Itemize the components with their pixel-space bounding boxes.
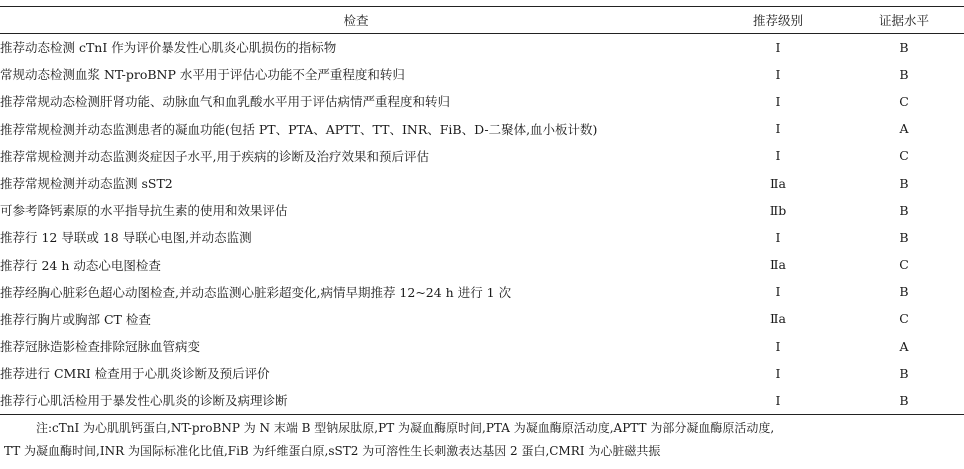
evidence-level-cell: B: [899, 66, 909, 82]
header-recommendation-level: 推荐级别: [712, 7, 844, 34]
table-row: [0, 333, 964, 360]
evidence-level-cell: B: [899, 175, 909, 191]
evidence-level-cell: B: [844, 387, 964, 414]
evidence-level-cell: C: [899, 311, 909, 327]
recommendation-level-cell: Ⅱa: [770, 311, 786, 327]
table-row: [0, 251, 964, 278]
recommendation-level-cell: Ⅰ: [775, 338, 781, 354]
evidence-level-cell: A: [899, 338, 909, 354]
evidence-level-cell: B: [899, 229, 909, 245]
evidence-level-cell: B: [899, 202, 909, 218]
recommendation-level-cell: Ⅰ: [775, 66, 781, 82]
recommendation-level-cell: Ⅰ: [775, 39, 781, 55]
examination-cell: 推荐常规动态检测肝肾功能、动脉血气和血乳酸水平用于评估病情严重程度和转归: [0, 94, 451, 110]
footnote-line-2: TT 为凝血酶时间,INR 为国际标准化比值,FiB 为纤维蛋白原,sST2 为可溶性生长刺激表达基因 2 蛋白,CMRI 为心脏磁共振: [4, 444, 661, 458]
examination-cell: 推荐常规检测并动态监测炎症因子水平,用于疾病的诊断及治疗效果和预后评估: [0, 148, 429, 164]
recommendation-level-cell: Ⅰ: [712, 387, 844, 414]
recommendation-level-cell: Ⅰ: [775, 93, 781, 109]
examination-cell: 可参考降钙素原的水平指导抗生素的使用和效果评估: [0, 203, 288, 219]
table-row: [0, 360, 964, 387]
header-evidence-level: 证据水平: [844, 7, 964, 34]
recommendation-level-cell: Ⅰ: [775, 284, 781, 300]
recommendation-level-cell: Ⅰ: [775, 148, 781, 164]
evidence-level-cell: A: [899, 121, 909, 137]
table-row: [0, 142, 964, 169]
evidence-level-cell: C: [899, 148, 909, 164]
table-row: [0, 278, 964, 305]
evidence-level-cell: B: [899, 39, 909, 55]
table-header: [0, 7, 964, 34]
table-row: [0, 197, 964, 224]
recommendation-level-cell: Ⅰ: [775, 229, 781, 245]
recommendation-level-cell: Ⅰ: [775, 121, 781, 137]
examination-cell: 推荐进行 CMRI 检查用于心肌炎诊断及预后评价: [0, 366, 270, 382]
header-row: [0, 7, 964, 34]
table-row: [0, 34, 964, 61]
examination-cell: 推荐行胸片或胸部 CT 检查: [0, 311, 151, 327]
recommendation-level-cell: Ⅰ: [775, 365, 781, 381]
table-row: [0, 387, 964, 414]
table-body: [0, 34, 964, 415]
recommendation-level-cell: Ⅱa: [770, 175, 786, 191]
table-row: [0, 115, 964, 142]
table-row: [0, 88, 964, 115]
footnote-line-1: 注:cTnI 为心肌肌钙蛋白,NT-proBNP 为 N 末端 B 型钠尿肽原,PT 为凝血酶原时间,PTA 为凝血酶原活动度,APTT 为部分凝血酶原活动度,: [36, 421, 775, 435]
recommendation-level-cell: Ⅱb: [769, 202, 787, 218]
recommendation-table: [0, 6, 964, 415]
evidence-level-cell: C: [899, 257, 909, 273]
header-examination: 检查: [0, 7, 712, 34]
evidence-level-cell: B: [899, 365, 909, 381]
examination-cell: 常规动态检测血浆 NT-proBNP 水平用于评估心功能不全严重程度和转归: [0, 67, 405, 83]
examination-cell: 推荐经胸心脏彩色超心动图检查,并动态监测心脏彩超变化,病情早期推荐 12~24 h 进行 1 次: [0, 284, 512, 300]
table-footnote: [0, 417, 964, 463]
examination-cell: 推荐动态检测 cTnI 作为评价暴发性心肌炎心肌损伤的指标物: [0, 40, 337, 56]
table-row: [0, 305, 964, 332]
recommendation-level-cell: Ⅱa: [770, 257, 786, 273]
examination-cell: 推荐行 24 h 动态心电图检查: [0, 257, 161, 273]
examination-cell: 推荐行心肌活检用于暴发性心肌炎的诊断及病理诊断: [0, 387, 712, 414]
table-row: [0, 61, 964, 88]
examination-cell: 推荐行 12 导联或 18 导联心电图,并动态监测: [0, 230, 252, 246]
examination-cell: 推荐常规检测并动态监测 sST2: [0, 176, 173, 192]
evidence-level-cell: C: [899, 93, 909, 109]
table-row: [0, 224, 964, 251]
examination-cell: 推荐冠脉造影检查排除冠脉血管病变: [0, 339, 201, 355]
evidence-level-cell: B: [899, 284, 909, 300]
examination-cell: 推荐常规检测并动态监测患者的凝血功能(包括 PT、PTA、APTT、TT、INR、FiB、D-二聚体,血小板计数): [0, 121, 598, 137]
table-row: [0, 169, 964, 196]
